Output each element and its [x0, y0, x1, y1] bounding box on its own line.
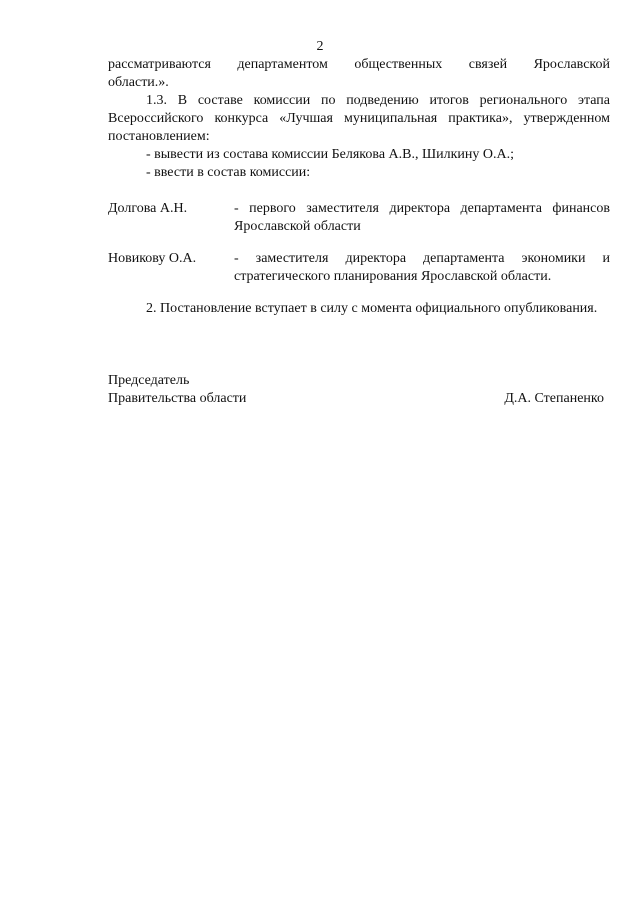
member-row-2: [108, 250, 610, 286]
spacer: [108, 236, 610, 250]
signature-title-line-1: Председатель: [108, 373, 190, 388]
item-1-3-remove: - вывести из состава комиссии Белякова А.В., Шилкину О.А.;: [146, 147, 514, 162]
spacer: [108, 286, 610, 300]
spacer: [108, 182, 610, 200]
continuation-line-2: области.».: [108, 75, 169, 90]
document-body: [108, 56, 610, 408]
member-role: - заместителя директора департамента экономики и стратегического планирования Ярославской области.: [234, 251, 610, 284]
continuation-line-1: [108, 56, 610, 74]
continuation-text-1: рассматриваются департаментом общественных связей Ярославской: [108, 57, 610, 72]
member-name: Долгова А.Н.: [108, 201, 188, 216]
item-1-3-add: - ввести в состав комиссии:: [146, 165, 311, 180]
item-2-paragraph: 2. Постановление вступает в силу с момента официального опубликования.: [146, 301, 598, 316]
member-role: - первого заместителя директора департамента финансов Ярославской области: [234, 201, 610, 234]
signature-title-line-2: Правительства области: [108, 391, 247, 406]
signatory-name: Д.А. Степаненко: [504, 391, 604, 406]
member-row-1: [108, 200, 610, 236]
item-1-3-paragraph: 1.3. В составе комиссии по подведению итогов регионального этапа Всероссийского конкурса «Лучшая муниципальная практика», утвержденном постановлением:: [108, 93, 610, 144]
member-name: Новикову О.А.: [108, 251, 197, 266]
signature-row: [108, 390, 604, 408]
page-number: 2: [316, 39, 324, 54]
spacer: [108, 318, 610, 372]
